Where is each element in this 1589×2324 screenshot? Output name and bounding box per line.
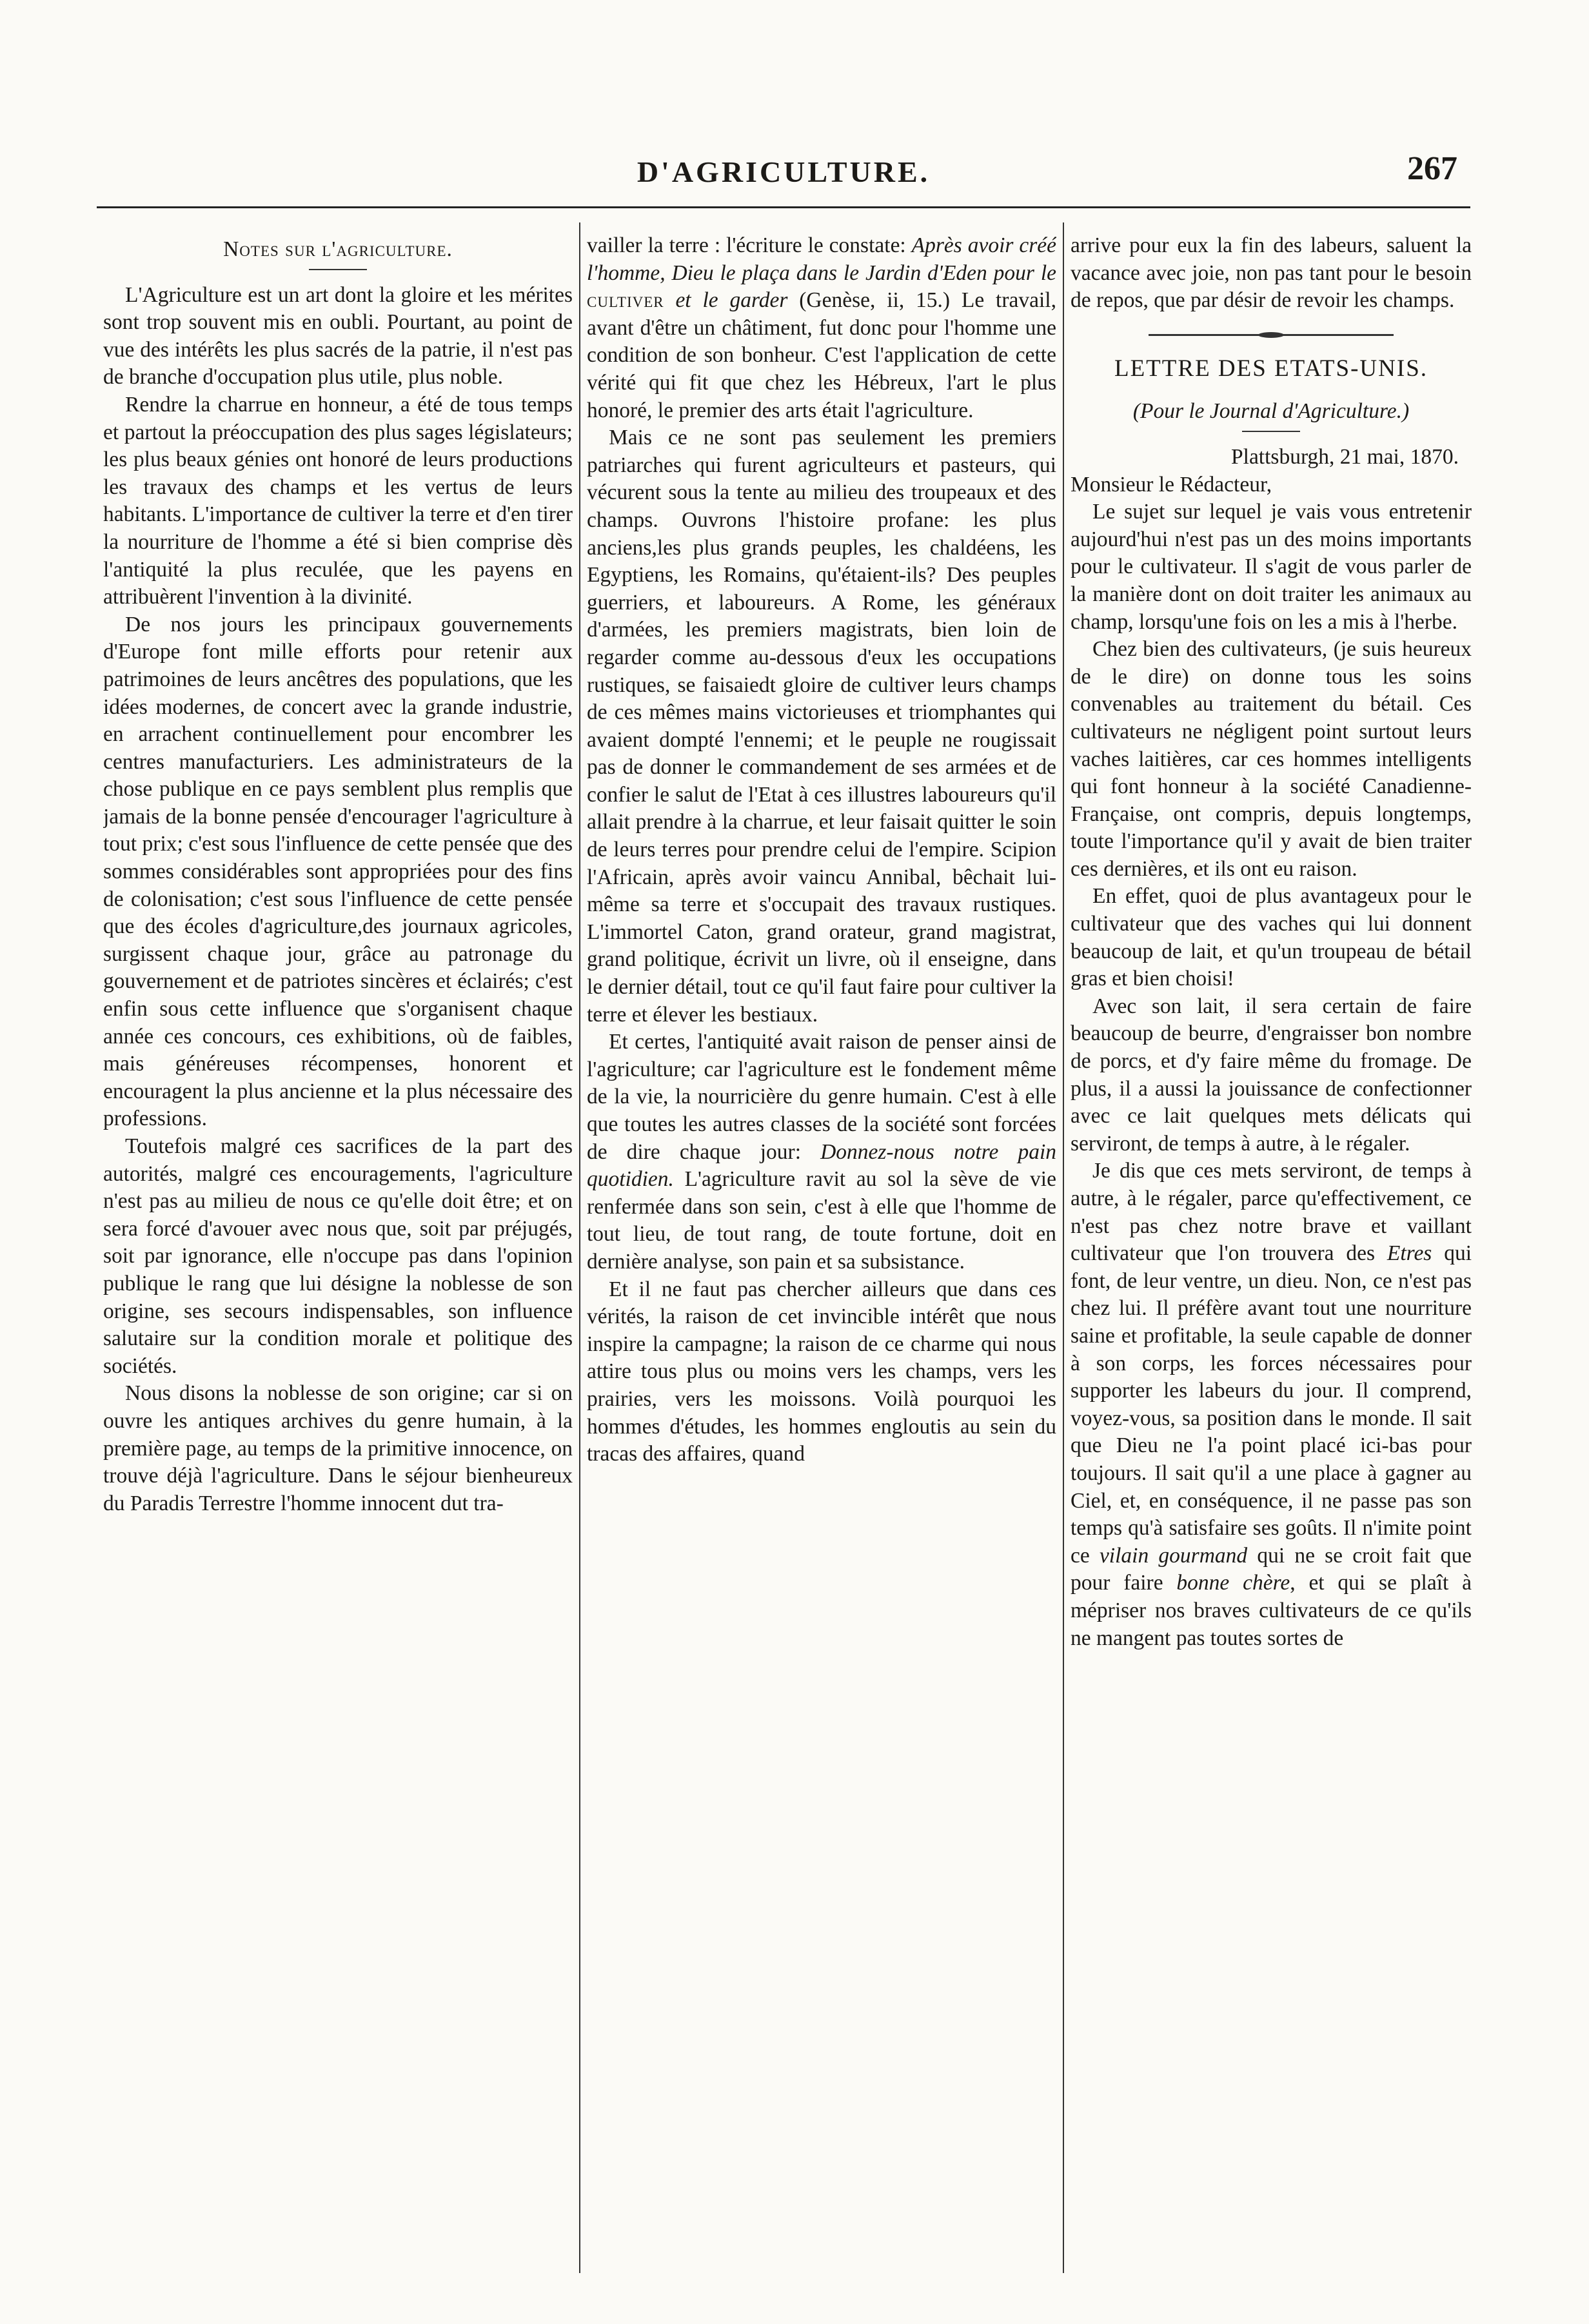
emphasis: vilain gourmand <box>1099 1543 1248 1568</box>
scripture-quote: Après avoir créé l'homme, Dieu le plaça dans le Jardin d'Eden pour le <box>587 233 1056 285</box>
column-divider <box>1063 222 1064 2273</box>
title-rule <box>309 269 367 270</box>
scripture-quote-end: et le garder <box>664 288 788 313</box>
emphasis: Etres <box>1387 1241 1432 1266</box>
prayer-quote: Donnez-nous notre pain quotidien. <box>587 1139 1056 1192</box>
paragraph: Chez bien des cultivateurs, (je suis heureux de le dire) on donne tous les soins convenables au traitement du bétail. Ces cultivateurs ne négligent point surtout leurs vaches laitières, car ces hommes intelligents qui font honneur à la société Canadienne-Française, ont compris, depuis longtemps, toute l'importance qu'il y avait de bien traiter ces dernières, et ils ont eu raison. <box>1071 637 1472 881</box>
paragraph: Avec son lait, il sera certain de faire beaucoup de beurre, d'engraisser bon nombre de porcs, et d'y faire même du fromage. De plus, il a aussi la jouissance de confectionner avec ce lait quelques mets délicats qui serviront, de temps à autre, à le régaler. <box>1071 994 1472 1156</box>
scripture-quote-smallcaps: cultiver <box>587 288 664 313</box>
running-title: D'AGRICULTURE. <box>637 155 931 188</box>
column-divider <box>579 222 580 2273</box>
column-2 <box>587 232 1056 2263</box>
column-1 <box>103 232 573 2263</box>
text-run: , et qui se plaît à mépriser nos braves cultivateurs de ce qu'ils ne mangent pas toutes sortes de <box>1071 1571 1472 1650</box>
header-rule <box>97 206 1470 208</box>
page-number: 267 <box>1407 150 1457 187</box>
paragraph: Mais ce ne sont pas seulement les premiers patriarches qui furent agriculteurs et pasteurs, qui vécurent sous la tente au milieu des troupeaux et des champs. Ouvrons l'histoire profane: les plus anciens,les plus grands peuples, les chaldéens, les Egyptiens, les Romains, qu'étaient-ils? Des peuples guerriers, et laboureurs. A Rome, les généraux d'armées, les premiers magistrats, bien loin de regarder comme au-dessous d'eux les occupations rustiques, se faisaiedt gloire de cultiver leurs champs de ces mêmes mains victorieuses et triomphantes qui avaient dompté l'ennemi; et le peuple ne rougissait pas de donner le commandement de ses armées et de confier le salut de l'Etat à ces illustres laboureurs qu'il allait prendre à la charrue, et leur faisait quitter le soin de leurs terres pour prendre celui de l'empire. Scipion l'Africain, après avoir vaincu Annibal, bêchait lui-même sa terre et s'occupait des travaux rustiques. L'immortel Caton, grand orateur, grand magistrat, grand politique, écrivit un livre, où il enseigne, dans le dernier détail, tout ce qu'il faut faire pour cultiver la terre et élever les bestiaux. <box>587 426 1056 1027</box>
column-3 <box>1071 232 1472 2263</box>
paragraph: Le sujet sur lequel je vais vous entretenir aujourd'hui n'est pas un des moins importants pour le cultivateur. Il s'agit de vous parler de la manière dont on doit traiter les animaux au champ, lorsqu'une fois on les a mis à l'herbe. <box>1071 500 1472 634</box>
letter-title: LETTRE DES ETATS-UNIS. <box>1114 355 1428 382</box>
emphasis: bonne chère <box>1176 1571 1290 1595</box>
text-run: vailler la terre : l'écriture le constate: <box>587 233 912 257</box>
letter-subtitle: (Pour le Journal d'Agriculture.) <box>1132 399 1410 424</box>
paragraph: Nous disons la noblesse de son origine; car si on ouvre les antiques archives du genre humain, à la première page, au temps de la primitive innocence, on trouve déjà l'agriculture. Dans le séjour bienheureux du Paradis Terrestre l'homme innocent dut tra- <box>103 1381 573 1515</box>
text-run: qui font, de leur ventre, un dieu. Non, ce n'est pas chez lui. Il préfère avant tout une nourriture saine et profitable, la seule capable de donner à son corps, les forces nécessaires pour supporter les labeurs du jour. Il comprend, voyez-vous, sa position dans le monde. Il sait que Dieu ne l'a point placé ici-bas pour toujours. Il sait qu'il a une place à gagner au Ciel, et, en conséquence, il ne passe pas son temps qu'à satisfaire ses goûts. Il n'imite point ce <box>1071 1241 1472 1568</box>
paragraph: Toutefois malgré ces sacrifices de la part des autorités, malgré ces encouragements, l'agriculture n'est pas au milieu de nous ce qu'elle doit être; et on sera forcé d'avouer avec nous que, soit par préjugés, soit par ignorance, elle n'occupe pas dans l'opinion publique le rang que lui désigne la noblesse de son origine, ses secours indispensables, son influence salutaire sur la condition morale et politique des sociétés. <box>103 1134 573 1378</box>
text-run: qui ne se croit fait que pour faire <box>1071 1543 1472 1595</box>
paragraph: Rendre la charrue en honneur, a été de tous temps et partout la préoccupation des plus sages législateurs; les plus beaux génies ont honoré de leurs productions les travaux des champs et les vertus de leurs habitants. L'importance de cultiver la terre et d'en tirer la nourriture de l'homme a été si bien comprise dès l'antiquité la plus reculée, que les payens en attribuèrent l'invention à la divinité. <box>103 392 573 609</box>
salutation: Monsieur le Rédacteur, <box>1071 472 1272 497</box>
subtitle-rule <box>1242 431 1300 432</box>
paragraph: arrive pour eux la fin des labeurs, saluent la vacance avec joie, non pas tant pour le besoin de repos, que par désir de revoir les champs. <box>1071 233 1472 313</box>
section-title: Notes sur l'agriculture. <box>223 237 453 261</box>
paragraph: En effet, quoi de plus avantageux pour le cultivateur que des vaches qui lui donnent beaucoup de lait, et qu'un troupeau de bétail gras et bien choisi! <box>1071 884 1472 991</box>
paragraph: De nos jours les principaux gouvernements d'Europe font mille efforts pour retenir aux patrimoines de leurs ancêtres des populations, que les idées modernes, de concert avec la grande industrie, en arrachent continuellement pour encombrer les centres manufacturiers. Les administrateurs de la chose publique en ce pays semblent plus remplis que jamais de la bonne pensée d'encourager l'agriculture à tout prix; c'est sous l'influence de cette pensée que des sommes considérables sont appropriées pour des fins de colonisation; c'est sous l'influence de cette pensée que des écoles d'agriculture,des journaux agricoles, surgissent chaque jour, grâce au patronage du gouvernement et de patriotes sincères et éclairés; c'est enfin sous cette influence que s'organisent chaque année ces concours, ces exhibitions, où de faibles, mais généreuses récompenses, honorent et encouragent la plus ancienne et la plus nécessaire des professions. <box>103 612 573 1131</box>
text-run: Et certes, l'antiquité avait raison de penser ainsi de l'agriculture; car l'agriculture est le fondement même de la vie, la nourricière du genre humain. C'est à elle que toutes les autres classes de la société sont forcées de dire chaque jour: <box>587 1030 1056 1164</box>
dateline: Plattsburgh, 21 mai, 1870. <box>1231 444 1459 469</box>
paragraph <box>1071 1157 1472 1652</box>
paragraph: Et il ne faut pas chercher ailleurs que dans ces vérités, la raison de cet invincible intérêt que nous inspire la campagne; la raison de ce charme qui nous attire tous plus ou moins vers les champs, vers les prairies, vers les moissons. Voilà pourquoi les hommes d'études, les hommes engloutis au sein du tracas des affaires, quand <box>587 1277 1056 1466</box>
text-run: L'agriculture ravit au sol la sève de vie renfermée dans son sein, c'est à elle que l'homme de tout lieu, de tout rang, de toute fortune, doit en dernière analyse, son pain et sa subsistance. <box>587 1167 1056 1274</box>
paragraph <box>587 232 1056 424</box>
paragraph: L'Agriculture est un art dont la gloire et les mérites sont trop souvent mis en oubli. Pourtant, au point de vue des intérêts les plus sacrés de la patrie, il n'est pas de branche d'occupation plus utile, plus noble. <box>103 282 573 389</box>
text-run: Je dis que ces mets serviront, de temps à autre, à le régaler, parce qu'effectivement, ce n'est pas chez notre brave et vaillant cultivateur que l'on trouvera des <box>1071 1159 1472 1266</box>
page-header <box>97 150 1470 219</box>
ornamental-divider <box>1149 334 1394 336</box>
paragraph <box>587 1029 1056 1275</box>
text-run: (Genèse, ii, 15.) Le travail, avant d'être un châtiment, fut donc pour l'homme une condition de son bonheur. C'est l'application de cette vérité qui fit que chez les Hébreux, l'art le plus honoré, le premier des arts était l'agriculture. <box>587 288 1056 422</box>
